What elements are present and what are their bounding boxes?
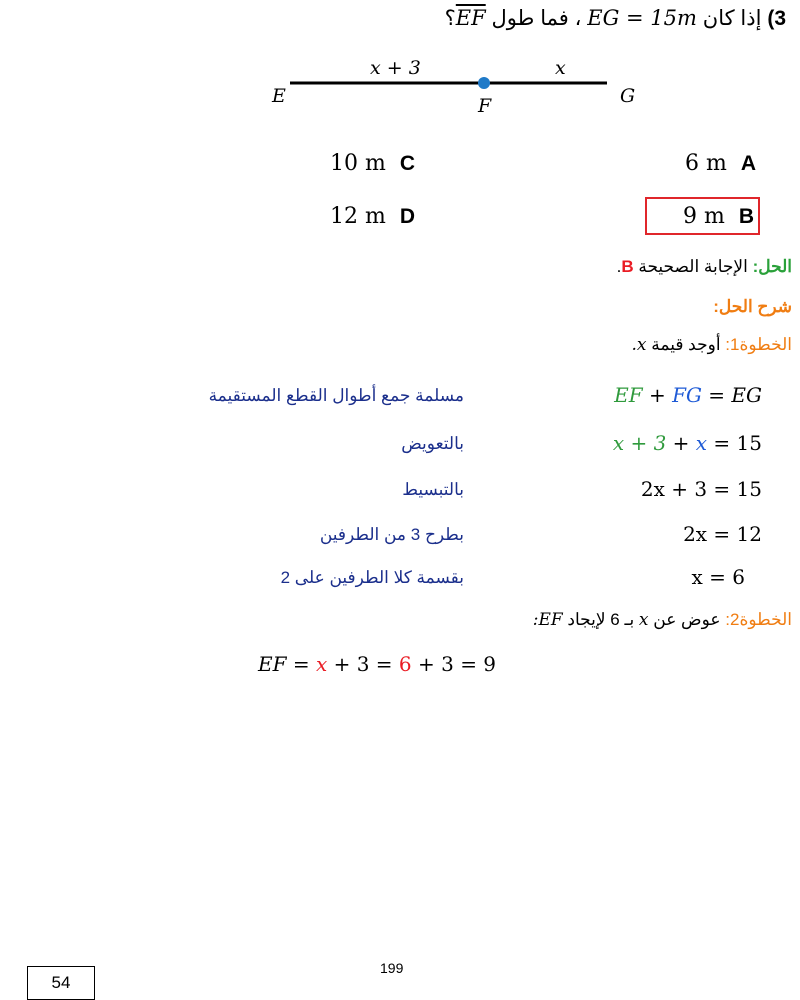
question-text-1: إذا كان [702,7,762,30]
answer-text: الإجابة الصحيحة [638,257,748,276]
step-note-4: بطرح 3 من الطرفين [319,525,464,544]
step2-var: x [638,610,649,630]
step-note-5: بقسمة كلا الطرفين على 2 [280,568,464,587]
label-point-g: G [620,85,636,107]
option-b-value: 9 m [682,204,725,229]
eq2-rest: = 15 [707,431,762,455]
label-point-f: F [478,95,492,117]
final-six: 6 [398,652,412,676]
step-eq-4: 2x = 12 [683,522,762,546]
option-b-letter: B [738,205,754,228]
segment-diagram [250,50,670,130]
label-point-e: E [272,85,286,107]
question-number: 3) [767,7,786,30]
step1-label: الخطوة1: [725,335,792,354]
answer-label: الحل: [752,257,792,276]
option-a[interactable] [685,150,756,176]
answer-letter: B [621,257,634,276]
answer-end: . [616,257,622,276]
question-mark: ؟ [444,7,456,30]
step-eq-1 [614,383,762,407]
final-result: + 3 = 9 [411,652,497,676]
option-d-value: 12 m [330,204,386,229]
label-x: x [555,57,566,79]
eq1-rest: = EG [701,383,762,407]
final-x: x [315,652,328,676]
step-note-1: مسلمة جمع أطوال القطع المستقيمة [208,386,464,405]
option-c-value: 10 m [330,151,386,176]
step2-target: EF: [532,610,563,630]
eq1-ef: EF [614,383,643,407]
option-d-letter: D [399,205,416,228]
eq2-plus: + [666,431,696,455]
option-b[interactable] [683,203,754,229]
question-text-2: ، فما طول [491,7,582,30]
final-mid: + 3 = [327,652,399,676]
page-number: 199 [380,960,404,976]
step-eq-3: 2x + 3 = 15 [640,477,762,501]
step-note-2: بالتعويض [401,434,464,453]
page-box: 54 [27,966,95,1000]
answer-line [617,257,792,277]
question-text [445,6,786,31]
option-a-letter: A [740,152,756,175]
explanation-title: شرح الحل: [713,297,792,316]
final-ef: EF = [258,652,316,676]
step-eq-2 [613,431,762,455]
point-f-dot [478,77,490,89]
option-a-value: 6 m [684,151,727,176]
step-note-3: بالتبسيط [402,480,464,499]
option-c-letter: C [399,152,416,175]
final-equation [258,652,496,676]
step2-text2: بـ 6 لإيجاد [567,610,635,629]
eq1-fg: FG [672,383,702,407]
step-eq-5: x = 6 [691,565,745,589]
question-segment: EF [455,6,486,30]
eq2-x: x [695,431,708,455]
step2-label: الخطوة2: [725,610,792,629]
step2-line [533,610,792,630]
question-condition: EG = 15m [587,6,697,30]
option-c[interactable] [330,150,415,176]
label-x-plus-3: x + 3 [370,57,421,79]
eq1-plus: + [642,383,673,407]
step2-text: عوض عن [653,610,721,629]
step1-text: أوجد قيمة [651,335,721,354]
eq2-part1: x + 3 [612,431,667,455]
option-d[interactable] [330,203,415,229]
step1-var: x. [631,335,647,355]
step1-line [632,335,792,355]
